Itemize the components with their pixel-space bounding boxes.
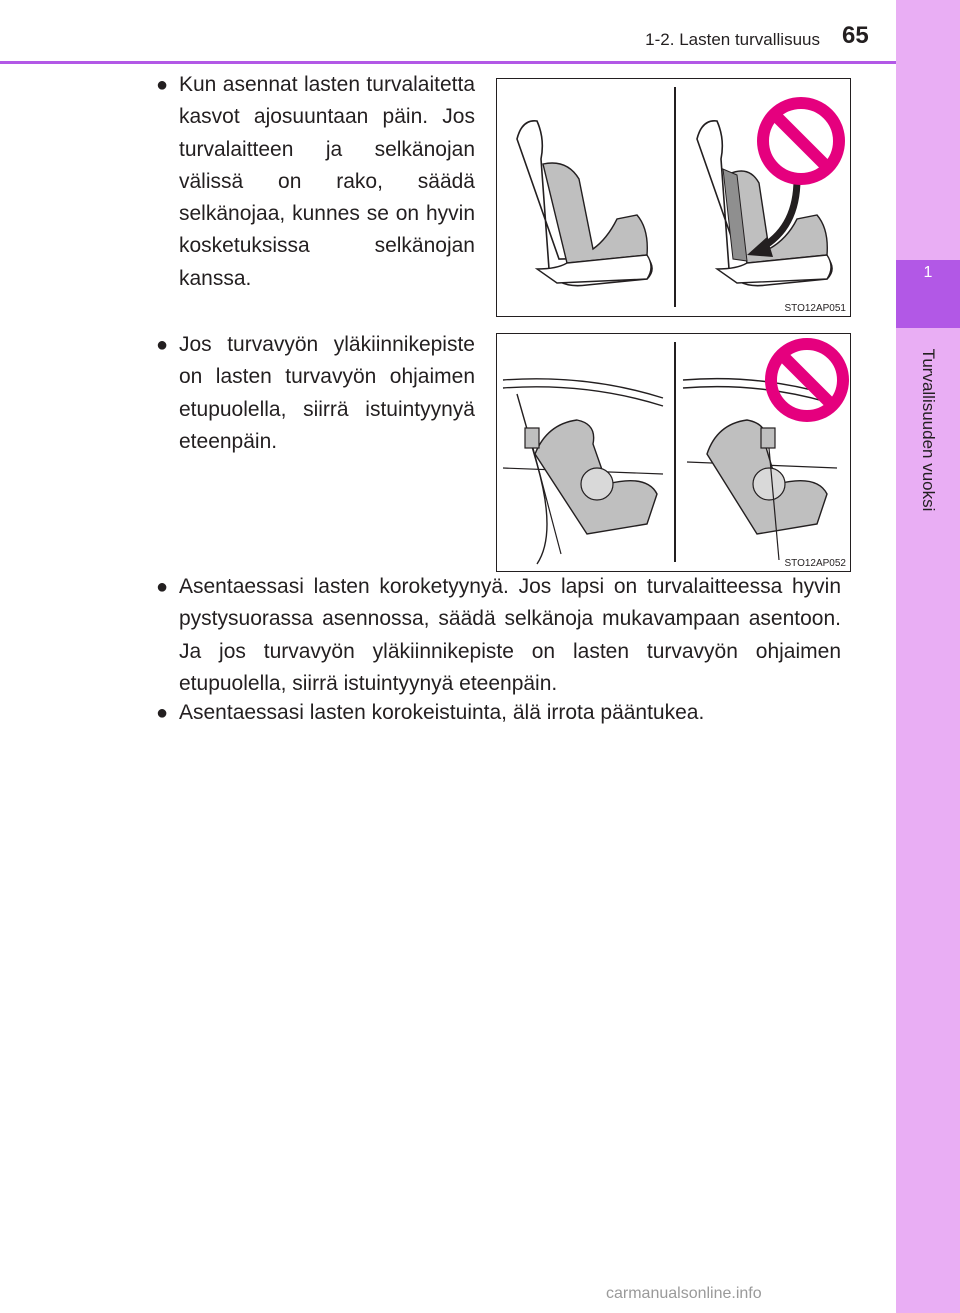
figure-seat-recline <box>496 78 851 317</box>
bullet-icon: ● <box>156 334 169 356</box>
bullet-icon: ● <box>156 576 169 598</box>
seat-illustration <box>497 79 849 315</box>
list-item <box>156 697 841 729</box>
list-item <box>156 571 841 700</box>
bullet-icon: ● <box>156 74 169 96</box>
list-item-text: Jos turvavyön yläkiinnikepiste on lasten turvavyön ohjaimen etupuolella, siirrä istuintyynyä eteenpäin. <box>179 333 475 453</box>
chapter-number: 1 <box>923 264 933 281</box>
chapter-title: Turvallisuuden vuoksi <box>919 348 938 512</box>
list-item-text: Asentaessasi lasten koroketyynyä. Jos lapsi on turvalaitteessa hyvin pystysuorassa asennossa, säädä selkänoja mukavampaan asentoon. Ja jos turvavyön yläkiinnikepiste on lasten turvavyön ohjaimen etupuolella, siirrä istuintyynyä eteenpäin. <box>179 575 841 695</box>
header-rule <box>0 61 896 64</box>
watermark-footer: carmanualsonline.info <box>606 1285 762 1302</box>
list-item <box>156 329 475 458</box>
figure-id: STO12AP051 <box>784 303 846 314</box>
bullet-icon: ● <box>156 702 169 724</box>
figure-id: STO12AP052 <box>784 558 846 569</box>
list-item-text: Kun asennat lasten turvalaitetta kasvot ajosuuntaan päin. Jos turvalaitteen ja selkänojan välissä on rako, säädä selkänojaa, kunnes se on hyvin kosketuksissa selkänojan kanssa. <box>179 73 475 290</box>
section-title: 1-2. Lasten turvallisuus <box>645 30 820 49</box>
list-item <box>156 69 475 295</box>
list-item-text: Asentaessasi lasten korokeistuinta, älä irrota pääntukea. <box>179 701 705 724</box>
figure-belt-guide <box>496 333 851 572</box>
chapter-sidebar <box>896 0 960 1313</box>
belt-illustration <box>497 334 849 570</box>
page-number: 65 <box>842 22 869 49</box>
